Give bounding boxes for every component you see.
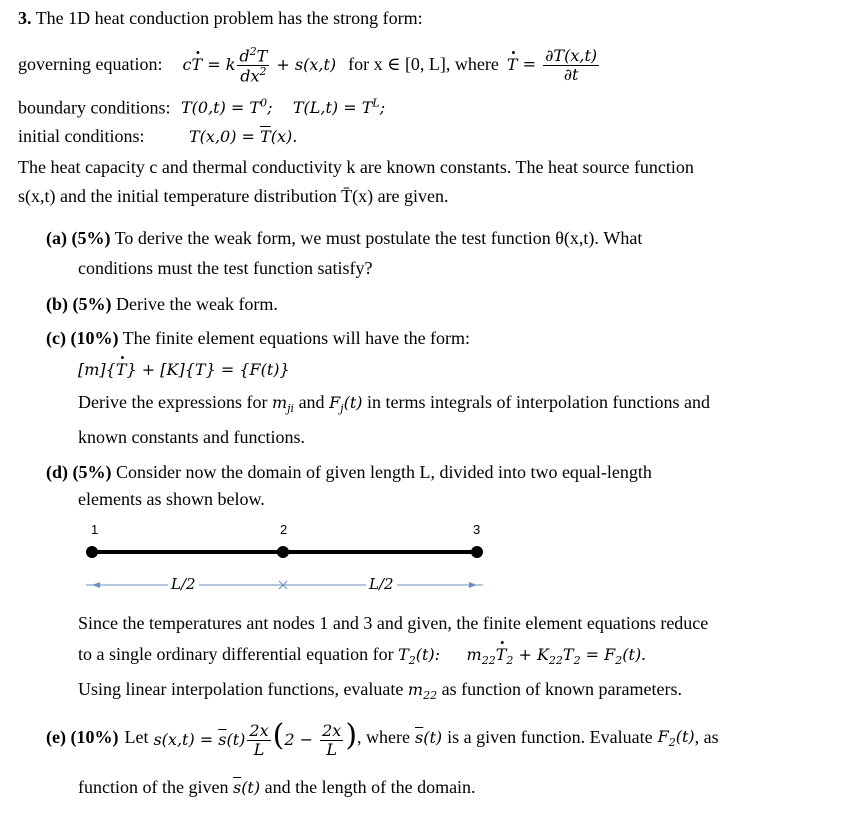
initial-equation: $T(x,0) = \overline{T}(x)$. [189,127,298,146]
part-e-line-2: function of the given $\overline{s}(t)$ and the length of the domain. [78,777,476,797]
part-d-line-2: elements as shown below. [78,489,265,509]
part-a-line-2: conditions must the test function satisfy? [78,258,373,278]
part-c-line-2: Derive the expressions for $m_{ji}$ and $F_j(t)$ in terms integrals of interpolation functions and [78,392,710,416]
part-e-text-2: function of the given [78,777,229,797]
part-c-label: (c) (10%) [46,328,119,348]
part-d-text-1: Consider now the domain of given length L, divided into two equal-length [116,462,652,482]
node-1-dot [86,546,98,558]
part-e-text-1a: Let [124,727,149,748]
source-function-expr: $s(x,t) = \overline{s}(t)$ $\frac{2x}{L}$ (2 − $\frac{2x}{L}$ ) [153,717,358,759]
description-line-2: s(x,t) and the initial temperature distribution T̄(x) are given. [18,186,449,206]
time-derivative-def: T · = $\frac{\partial T(x,t)}{\partial t}$ [507,47,601,83]
dimension-arrow-left [92,582,100,588]
part-b-label: (b) (5%) [46,294,112,314]
part-e-text-2b: and the length of the domain. [264,777,476,797]
part-d-line-5: Using linear interpolation functions, evaluate $m_{22}$ as function of known parameters. [78,679,683,703]
problem-intro-text: The 1D heat conduction problem has the strong form: [35,8,423,28]
part-d-text-5: Using linear interpolation functions, evaluate [78,679,404,699]
part-a-text-1: To derive the weak form, we must postulate the test function θ(x,t). What [114,228,643,248]
segment-label-1: L/2 [168,575,199,593]
part-d-text-4: to a single ordinary differential equation for [78,644,394,664]
part-d-text-5b: as function of known parameters. [441,679,683,699]
problem-number: 3. [18,8,32,28]
part-e-line-1: (e) (10%) Let $s(x,t) = \overline{s}(t)$ $\frac{2x}{L}$ (2 − $\frac{2x}{L}$ ) , where $\overline{s}(t)$ is a given function. Evaluate $F_2(t)$ , as [46,717,719,759]
part-d-line-3: Since the temperatures ant nodes 1 and 3 and given, the finite element equations reduce [78,613,709,633]
part-c-line-3: known constants and functions. [78,427,305,447]
node-label-2: 2 [280,522,288,537]
description-line-1: The heat capacity c and thermal conductivity k are known constants. The heat source function [18,157,694,177]
part-e-text-1d: , as [694,727,719,748]
dimension-arrow-right [469,582,477,588]
part-e-text-1c: is a given function. Evaluate [447,727,653,748]
governing-equation: cT · = k $\frac{d^2T}{dx^2}$ + s(x,t) [182,46,336,85]
part-c-text-1: The finite element equations will have the form: [122,328,471,348]
boundary-equations: $T(0,t) = T^0$; $T(L,t) = T^L$; [180,97,386,118]
part-d-line-4: to a single ordinary differential equation for $T_2(t)$: $m_{22}T \cdot_2 + K_{22}T_2 = F_2(t)$. [78,644,646,667]
part-e-label: (e) (10%) [46,727,119,748]
part-b-text: Derive the weak form. [116,294,278,314]
segment-label-2: L/2 [366,575,397,593]
node-label-3: 3 [473,522,481,537]
node-2-dot [277,546,289,558]
boundary-label: boundary conditions: [18,97,171,118]
part-e-text-1b: , where [357,727,411,748]
part-a-label: (a) (5%) [46,228,111,248]
node-3-dot [471,546,483,558]
governing-label: governing equation: [18,54,163,75]
part-c-text-2b: and [298,392,325,412]
fe-equation: [m]{T ·} + [K]{T} = {F(t)} [78,360,290,379]
governing-domain: for x ∈ [0, L] [348,54,446,75]
part-d-label: (d) (5%) [46,462,112,482]
node-label-1: 1 [91,522,99,537]
part-c-text-2c: in terms integrals of interpolation functions and [367,392,710,412]
governing-where: , where [445,54,499,75]
initial-label: initial conditions: [18,126,145,146]
part-c-text-2: Derive the expressions for [78,392,268,412]
